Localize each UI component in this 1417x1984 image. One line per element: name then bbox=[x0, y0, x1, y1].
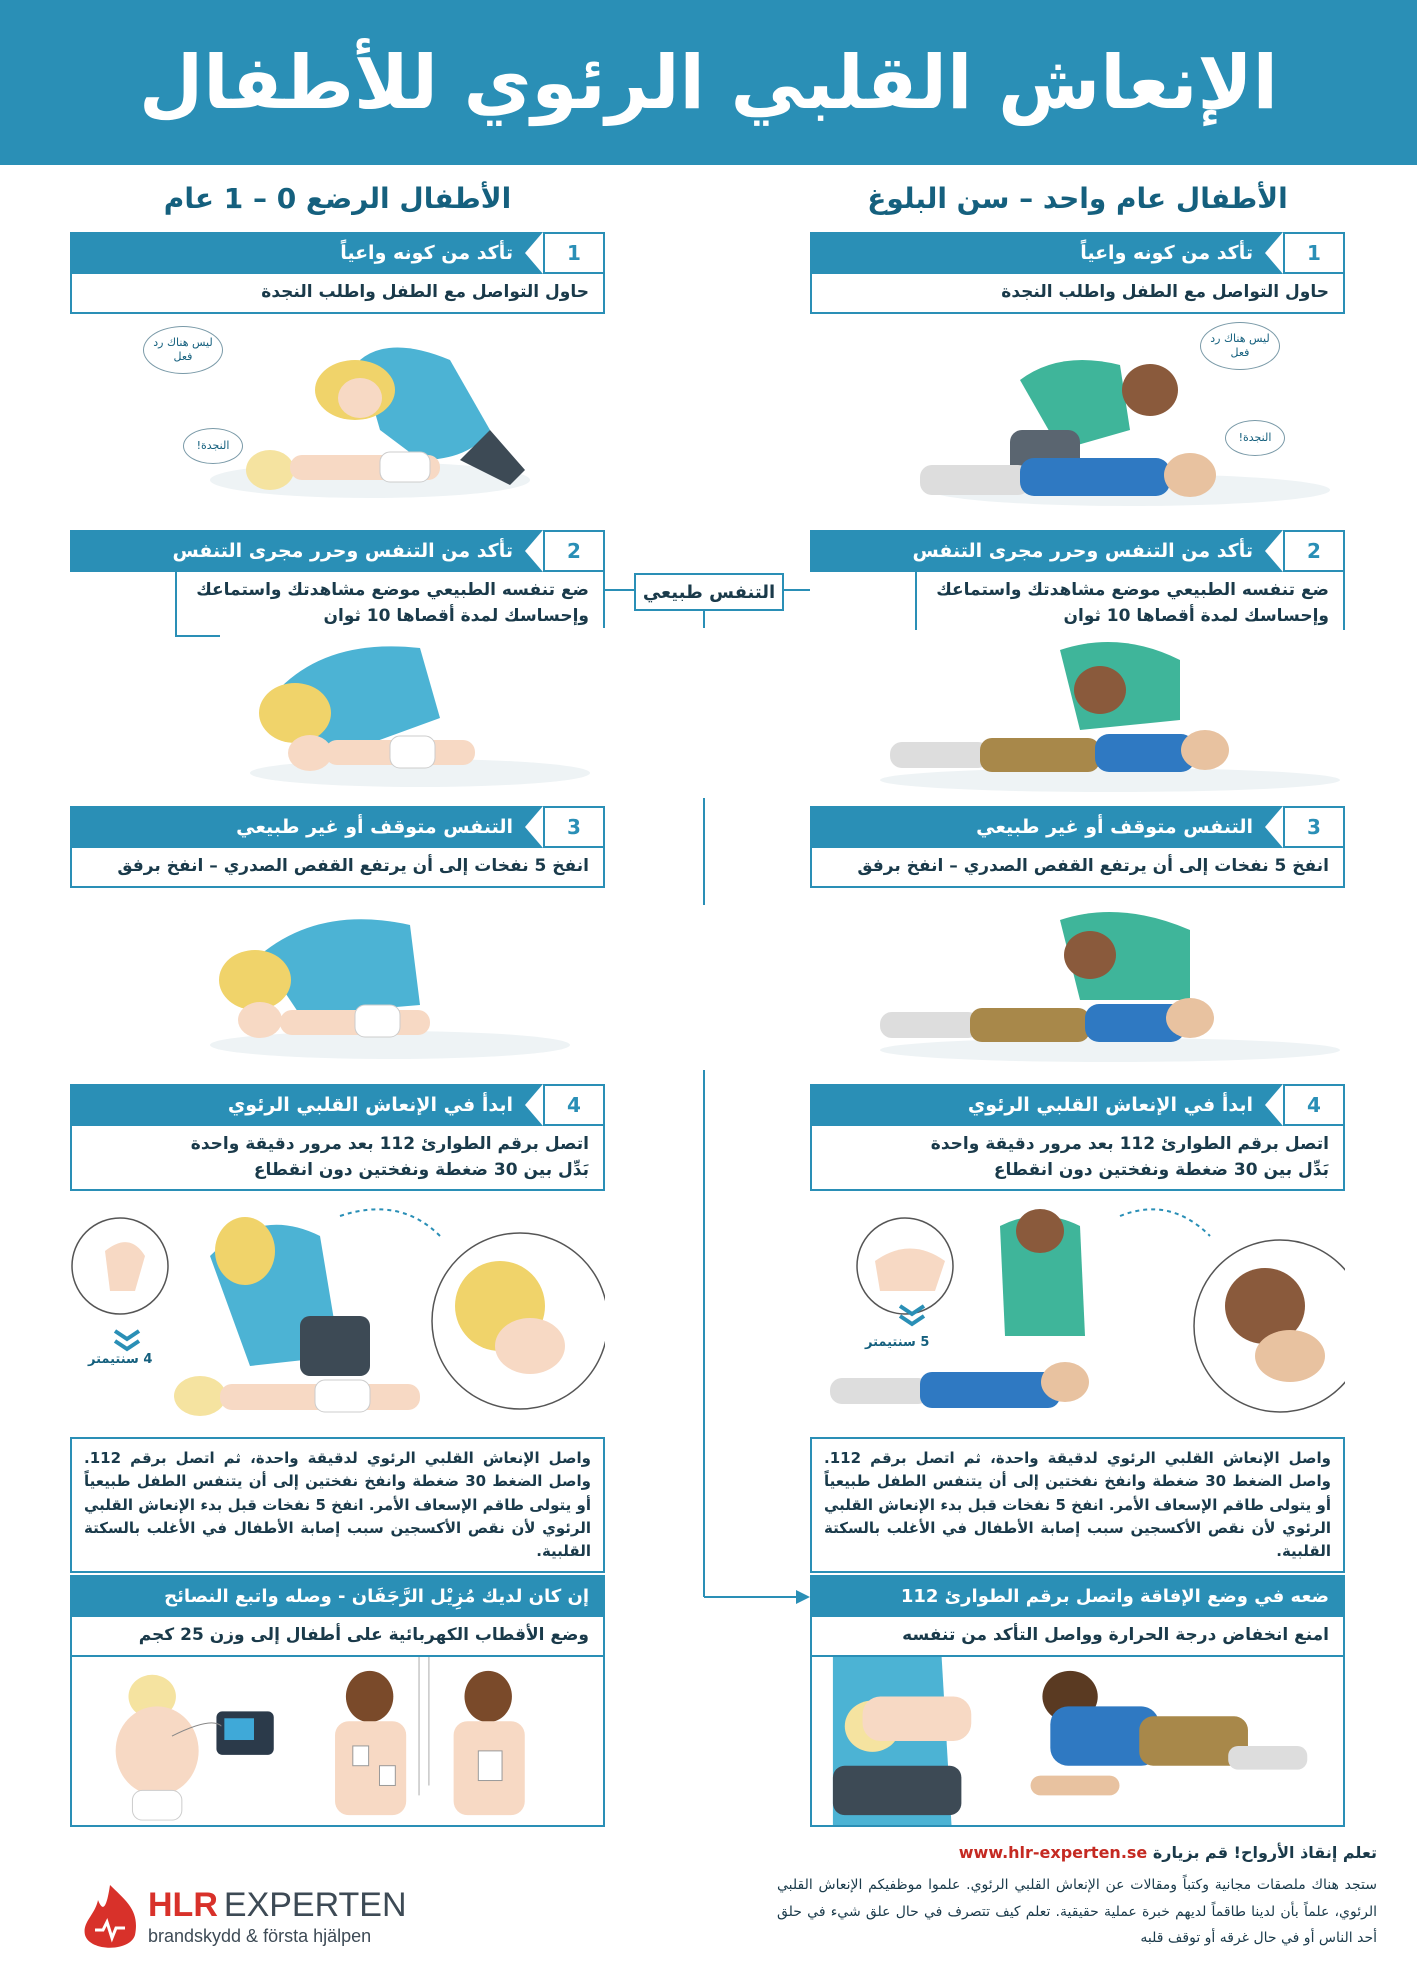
logo-tagline: brandskydd & första hjälpen bbox=[148, 1926, 372, 1946]
aed-illustration bbox=[70, 1657, 605, 1827]
step-text: حاول التواصل مع الطفل واطلب النجدة bbox=[70, 274, 605, 314]
child-consciousness-illustration bbox=[880, 330, 1415, 525]
step-text-1: اتصل برقم الطوارئ 112 بعد مرور دقيقة واحدة bbox=[190, 1134, 589, 1154]
step-text: حاول التواصل مع الطفل واطلب النجدة bbox=[810, 274, 1345, 314]
child-step-2 bbox=[810, 530, 1345, 637]
infant-compressions-illustration bbox=[70, 1196, 605, 1421]
chevron-icon bbox=[525, 806, 543, 848]
aed-section bbox=[70, 1575, 605, 1827]
recovery-position-illustration bbox=[810, 1657, 1345, 1827]
step-title: التنفس متوقف أو غير طبيعي bbox=[236, 816, 513, 838]
chevron-down-icon bbox=[115, 1331, 139, 1349]
aed-text: وضع الأقطاب الكهربائية على أطفال إلى وزن 25 كجم bbox=[70, 1617, 605, 1657]
child-step-1 bbox=[810, 232, 1345, 314]
flame-heart-icon bbox=[70, 1880, 150, 1960]
footer-text: ستجد هناك ملصقات مجانية وكتباً ومقالات عن الإنعاش القلبي الرئوي. علموا موظفيكم الإنعاش القلبي الرئوي، علماً بأن لدينا طاقماً لديهم خبرة عملية حقيقية. تعلم كيف تتصرف في حال علق شيء في حلق أحد الناس أو في حال غرقه أو توقف قلبه bbox=[777, 1877, 1377, 1947]
chevron-icon bbox=[1265, 1084, 1283, 1126]
chevron-icon bbox=[1265, 232, 1283, 274]
child-step-3 bbox=[810, 806, 1345, 888]
infant-step-2 bbox=[70, 530, 605, 637]
step-text: انفخ 5 نفخات إلى أن يرتفع القفص الصدري – انفخ برفق bbox=[810, 848, 1345, 888]
step-number: 3 bbox=[543, 806, 605, 848]
infant-cpr-paragraph: واصل الإنعاش القلبي الرئوي لدقيقة واحدة، ثم اتصل برقم 112. واصل الضغط 30 ضغطة وانفخ نفختين إلى أن يتنفس الطفل طبيعياً أو يتولى طاقم الإسعاف الأمر. انفخ 5 نفخات قبل بدء الإنعاش القلبي الرئوي لأن نقص الأكسجين سبب إصابة الأطفال في الأغلب بالسكتة القلبية. bbox=[70, 1437, 605, 1573]
step-number: 4 bbox=[1283, 1084, 1345, 1126]
chevron-icon bbox=[525, 530, 543, 572]
child-step-4 bbox=[810, 1084, 1345, 1191]
recovery-title: ضعه في وضع الإفاقة واتصل برقم الطوارئ 112 bbox=[810, 1575, 1345, 1617]
depth-label: 5 سنتيمتر bbox=[865, 1335, 930, 1350]
chevron-icon bbox=[525, 1084, 543, 1126]
recovery-text: امنع انخفاض درجة الحرارة وواصل التأكد من تنفسه bbox=[810, 1617, 1345, 1657]
footer-heading-text: تعلم إنقاذ الأرواح! قم بزيارة bbox=[1152, 1843, 1377, 1862]
logo-light-text: EXPERTEN bbox=[223, 1886, 407, 1924]
logo-bold-text: HLR bbox=[148, 1886, 218, 1924]
step-text: انفخ 5 نفخات إلى أن يرتفع القفص الصدري – انفخ برفق bbox=[70, 848, 605, 888]
footer-heading bbox=[959, 1843, 1377, 1862]
step-number: 4 bbox=[543, 1084, 605, 1126]
step-text: ضع تنفسه الطبيعي موضع مشاهدتك واستماعك وإحساسك لمدة أقصاها 10 ثوان bbox=[175, 572, 605, 637]
step-number: 2 bbox=[543, 530, 605, 572]
step-title: التنفس متوقف أو غير طبيعي bbox=[976, 816, 1253, 838]
step-text-2: بَدِّل بين 30 ضغطة ونفختين دون انقطاع bbox=[993, 1159, 1329, 1180]
arrow-head-icon bbox=[796, 1590, 810, 1604]
child-rescue-breath-illustration bbox=[860, 900, 1395, 1070]
speech-bubble: النجدة! bbox=[1225, 420, 1285, 456]
step-text-1: اتصل برقم الطوارئ 112 بعد مرور دقيقة واحدة bbox=[930, 1134, 1329, 1154]
infant-step-3 bbox=[70, 806, 605, 888]
speech-bubble: النجدة! bbox=[183, 428, 243, 464]
col-title-children: الأطفال عام واحد – سن البلوغ bbox=[867, 182, 1288, 215]
step-text: ضع تنفسه الطبيعي موضع مشاهدتك واستماعك وإحساسك لمدة أقصاها 10 ثوان bbox=[915, 572, 1345, 637]
step-title: تأكد من التنفس وحرر مجرى التنفس bbox=[172, 540, 513, 562]
normal-breathing-label: التنفس طبيعي bbox=[634, 573, 784, 611]
chevron-icon bbox=[1265, 806, 1283, 848]
col-title-infants: الأطفال الرضع 0 – 1 عام bbox=[163, 182, 512, 215]
website-link[interactable]: www.hlr-experten.se bbox=[958, 1843, 1148, 1862]
infant-step-1 bbox=[70, 232, 605, 314]
speech-bubble: ليس هناك رد فعل bbox=[1200, 322, 1280, 370]
infant-breathing-check-illustration bbox=[220, 628, 755, 798]
chevron-icon bbox=[525, 232, 543, 274]
page-title: الإنعاش القلبي الرئوي للأطفال bbox=[138, 39, 1278, 126]
hlr-experten-logo bbox=[70, 1880, 430, 1960]
infant-step-4 bbox=[70, 1084, 605, 1191]
step-number: 2 bbox=[1283, 530, 1345, 572]
child-cpr-paragraph: واصل الإنعاش القلبي الرئوي لدقيقة واحدة، ثم اتصل برقم 112. واصل الضغط 30 ضغطة وانفخ نفختين إلى أن يتنفس الطفل طبيعياً أو يتولى طاقم الإسعاف الأمر. انفخ 5 نفخات قبل بدء الإنعاش القلبي الرئوي لأن نقص الأكسجين سبب إصابة الأطفال في الأغلب بالسكتة القلبية. bbox=[810, 1437, 1345, 1573]
infant-rescue-breath-illustration bbox=[190, 905, 725, 1070]
child-breathing-check-illustration bbox=[860, 630, 1395, 800]
speech-bubble: ليس هناك رد فعل bbox=[143, 326, 223, 374]
step-title: تأكد من كونه واعياً bbox=[1080, 242, 1253, 264]
aed-title: إن كان لديك مُزِيْل الرَّجَفَان - وصله واتبع النصائح bbox=[70, 1575, 605, 1617]
step-text-2: بَدِّل بين 30 ضغطة ونفختين دون انقطاع bbox=[253, 1159, 589, 1180]
step-title: تأكد من كونه واعياً bbox=[340, 242, 513, 264]
chevron-icon bbox=[1265, 530, 1283, 572]
step-number: 3 bbox=[1283, 806, 1345, 848]
step-number: 1 bbox=[543, 232, 605, 274]
depth-label: 4 سنتيمتر bbox=[88, 1352, 153, 1367]
recovery-section bbox=[810, 1575, 1345, 1827]
step-number: 1 bbox=[1283, 232, 1345, 274]
step-title: ابدأ في الإنعاش القلبي الرئوي bbox=[967, 1094, 1253, 1116]
step-title: ابدأ في الإنعاش القلبي الرئوي bbox=[227, 1094, 513, 1116]
step-title: تأكد من التنفس وحرر مجرى التنفس bbox=[912, 540, 1253, 562]
child-compressions-illustration bbox=[810, 1196, 1345, 1421]
